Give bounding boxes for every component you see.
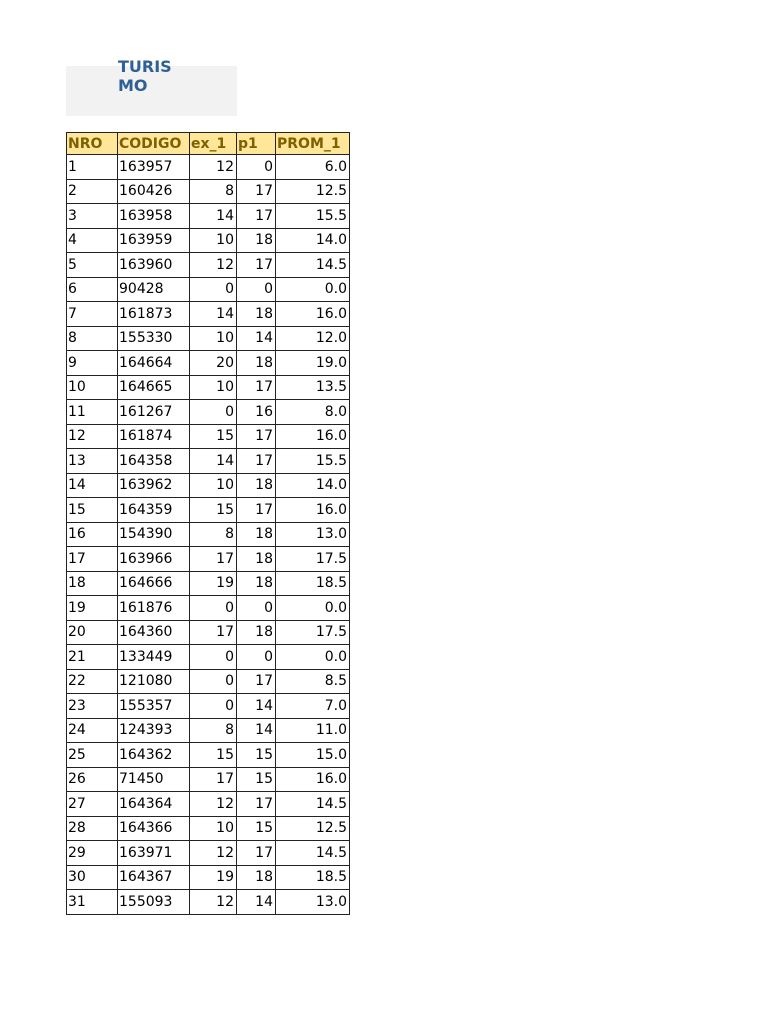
p1-cell: 17 [237,375,276,400]
header-codigo: CODIGO [118,133,190,155]
codigo-cell: 163959 [118,228,190,253]
prom-1-cell: 11.0 [276,718,350,743]
nro-cell: 12 [67,424,118,449]
nro-cell: 19 [67,596,118,621]
nro-cell: 29 [67,841,118,866]
codigo-cell: 163958 [118,204,190,229]
codigo-cell: 164367 [118,865,190,890]
prom-1-cell: 18.5 [276,865,350,890]
ex-1-cell: 20 [190,351,237,376]
ex-1-cell: 8 [190,179,237,204]
prom-1-cell: 17.5 [276,547,350,572]
codigo-cell: 164665 [118,375,190,400]
table-row [67,375,350,400]
p1-cell: 18 [237,571,276,596]
p1-cell: 0 [237,277,276,302]
header-prom-1: PROM_1 [276,133,350,155]
codigo-cell: 90428 [118,277,190,302]
table-row [67,547,350,572]
ex-1-cell: 19 [190,571,237,596]
table-row [67,743,350,768]
prom-1-cell: 12.5 [276,816,350,841]
nro-cell: 17 [67,547,118,572]
codigo-cell: 71450 [118,767,190,792]
codigo-cell: 163960 [118,253,190,278]
ex-1-cell: 0 [190,277,237,302]
ex-1-cell: 8 [190,718,237,743]
table-row [67,718,350,743]
p1-cell: 15 [237,816,276,841]
prom-1-cell: 16.0 [276,498,350,523]
header-nro: NRO [67,133,118,155]
ex-1-cell: 14 [190,204,237,229]
codigo-cell: 155357 [118,694,190,719]
codigo-cell: 164360 [118,620,190,645]
ex-1-cell: 10 [190,473,237,498]
p1-cell: 14 [237,890,276,915]
prom-1-cell: 7.0 [276,694,350,719]
prom-1-cell: 14.0 [276,228,350,253]
prom-1-cell: 12.5 [276,179,350,204]
nro-cell: 21 [67,645,118,670]
header-ex-1: ex_1 [190,133,237,155]
ex-1-cell: 12 [190,155,237,180]
prom-1-cell: 13.0 [276,522,350,547]
ex-1-cell: 14 [190,449,237,474]
p1-cell: 14 [237,718,276,743]
grades-table [66,132,350,915]
nro-cell: 31 [67,890,118,915]
ex-1-cell: 0 [190,645,237,670]
prom-1-cell: 15.0 [276,743,350,768]
nro-cell: 13 [67,449,118,474]
table-row [67,620,350,645]
table-row [67,669,350,694]
table-row [67,351,350,376]
ex-1-cell: 12 [190,792,237,817]
prom-1-cell: 14.5 [276,792,350,817]
ex-1-cell: 8 [190,522,237,547]
codigo-cell: 161873 [118,302,190,327]
codigo-cell: 164362 [118,743,190,768]
prom-1-cell: 18.5 [276,571,350,596]
codigo-cell: 163966 [118,547,190,572]
nro-cell: 3 [67,204,118,229]
p1-cell: 15 [237,767,276,792]
nro-cell: 14 [67,473,118,498]
p1-cell: 17 [237,792,276,817]
table-row [67,449,350,474]
prom-1-cell: 16.0 [276,302,350,327]
codigo-cell: 164358 [118,449,190,474]
table-row [67,792,350,817]
p1-cell: 17 [237,179,276,204]
table-row [67,522,350,547]
table-row [67,645,350,670]
nro-cell: 20 [67,620,118,645]
table-row [67,596,350,621]
p1-cell: 0 [237,645,276,670]
codigo-cell: 161874 [118,424,190,449]
codigo-cell: 164664 [118,351,190,376]
ex-1-cell: 17 [190,620,237,645]
p1-cell: 14 [237,326,276,351]
ex-1-cell: 12 [190,890,237,915]
prom-1-cell: 8.5 [276,669,350,694]
p1-cell: 0 [237,155,276,180]
ex-1-cell: 17 [190,547,237,572]
p1-cell: 18 [237,865,276,890]
table-row [67,204,350,229]
prom-1-cell: 15.5 [276,449,350,474]
codigo-cell: 164364 [118,792,190,817]
p1-cell: 17 [237,449,276,474]
ex-1-cell: 0 [190,400,237,425]
table-row [67,473,350,498]
nro-cell: 7 [67,302,118,327]
p1-cell: 18 [237,547,276,572]
nro-cell: 10 [67,375,118,400]
title-banner [66,57,237,116]
codigo-cell: 161267 [118,400,190,425]
ex-1-cell: 0 [190,596,237,621]
table-row [67,302,350,327]
p1-cell: 18 [237,473,276,498]
codigo-cell: 154390 [118,522,190,547]
ex-1-cell: 12 [190,841,237,866]
ex-1-cell: 15 [190,498,237,523]
table-row [67,179,350,204]
table-row [67,694,350,719]
nro-cell: 6 [67,277,118,302]
nro-cell: 28 [67,816,118,841]
nro-cell: 9 [67,351,118,376]
table-row [67,571,350,596]
prom-1-cell: 14.5 [276,253,350,278]
prom-1-cell: 15.5 [276,204,350,229]
nro-cell: 5 [67,253,118,278]
p1-cell: 17 [237,424,276,449]
nro-cell: 11 [67,400,118,425]
prom-1-cell: 0.0 [276,596,350,621]
prom-1-cell: 13.5 [276,375,350,400]
ex-1-cell: 10 [190,228,237,253]
ex-1-cell: 12 [190,253,237,278]
nro-cell: 25 [67,743,118,768]
codigo-cell: 160426 [118,179,190,204]
nro-cell: 22 [67,669,118,694]
table-row [67,890,350,915]
nro-cell: 23 [67,694,118,719]
codigo-cell: 124393 [118,718,190,743]
table-row [67,767,350,792]
p1-cell: 18 [237,522,276,547]
nro-cell: 4 [67,228,118,253]
ex-1-cell: 15 [190,424,237,449]
table-row [67,155,350,180]
prom-1-cell: 16.0 [276,767,350,792]
p1-cell: 18 [237,620,276,645]
ex-1-cell: 10 [190,326,237,351]
p1-cell: 14 [237,694,276,719]
p1-cell: 17 [237,253,276,278]
p1-cell: 18 [237,351,276,376]
nro-cell: 26 [67,767,118,792]
codigo-cell: 164666 [118,571,190,596]
codigo-cell: 164366 [118,816,190,841]
ex-1-cell: 19 [190,865,237,890]
p1-cell: 15 [237,743,276,768]
nro-cell: 18 [67,571,118,596]
header-p1: p1 [237,133,276,155]
nro-cell: 2 [67,179,118,204]
table-row [67,841,350,866]
table-row [67,498,350,523]
p1-cell: 17 [237,841,276,866]
codigo-cell: 155093 [118,890,190,915]
codigo-cell: 163962 [118,473,190,498]
table-header-row [67,133,350,155]
table-row [67,400,350,425]
ex-1-cell: 0 [190,669,237,694]
table-row [67,253,350,278]
prom-1-cell: 13.0 [276,890,350,915]
codigo-cell: 161876 [118,596,190,621]
table-row [67,865,350,890]
table-row [67,424,350,449]
codigo-cell: 164359 [118,498,190,523]
p1-cell: 17 [237,204,276,229]
prom-1-cell: 8.0 [276,400,350,425]
table-row [67,228,350,253]
nro-cell: 15 [67,498,118,523]
codigo-cell: 121080 [118,669,190,694]
table-row [67,277,350,302]
prom-1-cell: 14.5 [276,841,350,866]
codigo-cell: 133449 [118,645,190,670]
p1-cell: 18 [237,228,276,253]
nro-cell: 1 [67,155,118,180]
codigo-cell: 163971 [118,841,190,866]
codigo-cell: 163957 [118,155,190,180]
p1-cell: 0 [237,596,276,621]
ex-1-cell: 10 [190,816,237,841]
table-body [67,155,350,915]
codigo-cell: 155330 [118,326,190,351]
table-row [67,816,350,841]
prom-1-cell: 17.5 [276,620,350,645]
ex-1-cell: 10 [190,375,237,400]
prom-1-cell: 6.0 [276,155,350,180]
prom-1-cell: 0.0 [276,277,350,302]
nro-cell: 27 [67,792,118,817]
p1-cell: 17 [237,498,276,523]
nro-cell: 8 [67,326,118,351]
prom-1-cell: 0.0 [276,645,350,670]
ex-1-cell: 14 [190,302,237,327]
p1-cell: 18 [237,302,276,327]
prom-1-cell: 19.0 [276,351,350,376]
prom-1-cell: 12.0 [276,326,350,351]
nro-cell: 30 [67,865,118,890]
ex-1-cell: 15 [190,743,237,768]
nro-cell: 16 [67,522,118,547]
table-row [67,326,350,351]
ex-1-cell: 17 [190,767,237,792]
p1-cell: 16 [237,400,276,425]
ex-1-cell: 0 [190,694,237,719]
nro-cell: 24 [67,718,118,743]
p1-cell: 17 [237,669,276,694]
sheet-title: TURISMO [118,57,172,95]
prom-1-cell: 16.0 [276,424,350,449]
prom-1-cell: 14.0 [276,473,350,498]
